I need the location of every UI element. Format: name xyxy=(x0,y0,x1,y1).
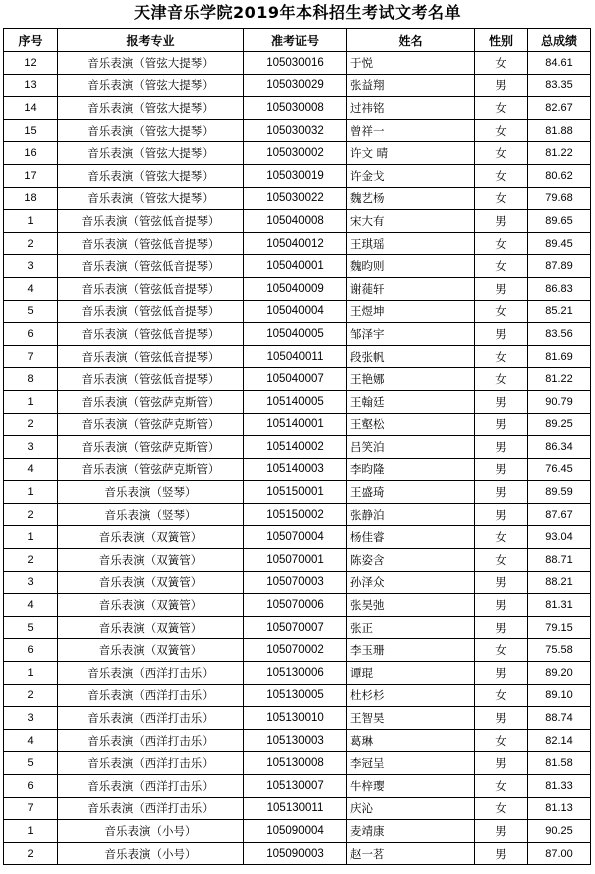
cell-major: 音乐表演（管弦大提琴） xyxy=(58,74,244,97)
table-row xyxy=(4,797,591,820)
cell-major: 音乐表演（管弦低音提琴） xyxy=(58,300,244,323)
cell-name: 王壑松 xyxy=(347,413,475,436)
cell-name: 于悦 xyxy=(347,52,475,75)
table-row xyxy=(4,707,591,730)
table-row xyxy=(4,549,591,572)
table-row xyxy=(4,74,591,97)
table-row xyxy=(4,662,591,685)
cell-name: 陈姿含 xyxy=(347,549,475,572)
cell-score: 81.88 xyxy=(528,119,591,142)
cell-gender: 男 xyxy=(475,820,528,843)
cell-major: 音乐表演（管弦萨克斯管） xyxy=(58,390,244,413)
cell-score: 81.22 xyxy=(528,368,591,391)
cell-exam-id: 105030008 xyxy=(244,97,347,120)
cell-major: 音乐表演（管弦大提琴） xyxy=(58,52,244,75)
cell-score: 79.15 xyxy=(528,616,591,639)
cell-score: 87.00 xyxy=(528,842,591,865)
cell-score: 87.67 xyxy=(528,503,591,526)
cell-major: 音乐表演（西洋打击乐） xyxy=(58,797,244,820)
cell-score: 76.45 xyxy=(528,458,591,481)
cell-seq: 6 xyxy=(4,639,58,662)
cell-seq: 1 xyxy=(4,820,58,843)
cell-name: 许文 晴 xyxy=(347,142,475,165)
cell-score: 81.69 xyxy=(528,345,591,368)
cell-name: 葛琳 xyxy=(347,729,475,752)
cell-name: 麦靖康 xyxy=(347,820,475,843)
table-row xyxy=(4,187,591,210)
table-row xyxy=(4,436,591,459)
table-row xyxy=(4,820,591,843)
cell-exam-id: 105130008 xyxy=(244,752,347,775)
cell-gender: 男 xyxy=(475,842,528,865)
cell-score: 75.58 xyxy=(528,639,591,662)
cell-gender: 男 xyxy=(475,277,528,300)
cell-seq: 2 xyxy=(4,413,58,436)
cell-seq: 4 xyxy=(4,729,58,752)
cell-exam-id: 105070003 xyxy=(244,571,347,594)
cell-score: 83.56 xyxy=(528,323,591,346)
cell-score: 86.83 xyxy=(528,277,591,300)
cell-gender: 女 xyxy=(475,345,528,368)
cell-name: 张静泊 xyxy=(347,503,475,526)
cell-seq: 17 xyxy=(4,164,58,187)
header-row xyxy=(4,29,591,52)
cell-name: 谭琨 xyxy=(347,662,475,685)
table-row xyxy=(4,390,591,413)
cell-score: 81.58 xyxy=(528,752,591,775)
cell-seq: 2 xyxy=(4,842,58,865)
cell-score: 84.61 xyxy=(528,52,591,75)
cell-exam-id: 105090004 xyxy=(244,820,347,843)
table-row xyxy=(4,164,591,187)
cell-seq: 2 xyxy=(4,232,58,255)
cell-score: 89.59 xyxy=(528,481,591,504)
cell-exam-id: 105070006 xyxy=(244,594,347,617)
cell-seq: 5 xyxy=(4,616,58,639)
cell-score: 82.14 xyxy=(528,729,591,752)
cell-gender: 女 xyxy=(475,797,528,820)
cell-major: 音乐表演（管弦低音提琴） xyxy=(58,345,244,368)
cell-major: 音乐表演（双簧管） xyxy=(58,549,244,572)
table-row xyxy=(4,503,591,526)
table-row xyxy=(4,255,591,278)
table-body xyxy=(4,52,591,865)
cell-seq: 2 xyxy=(4,503,58,526)
cell-seq: 1 xyxy=(4,210,58,233)
cell-seq: 3 xyxy=(4,436,58,459)
cell-score: 89.20 xyxy=(528,662,591,685)
column-header-major: 报考专业 xyxy=(58,29,244,52)
cell-score: 89.25 xyxy=(528,413,591,436)
table-row xyxy=(4,775,591,798)
cell-name: 王艳娜 xyxy=(347,368,475,391)
page-title: 天津音乐学院2019年本科招生考试文考名单 xyxy=(133,3,462,22)
cell-score: 88.71 xyxy=(528,549,591,572)
cell-gender: 女 xyxy=(475,526,528,549)
cell-exam-id: 105140005 xyxy=(244,390,347,413)
cell-seq: 2 xyxy=(4,684,58,707)
cell-name: 王煜坤 xyxy=(347,300,475,323)
cell-major: 音乐表演（管弦萨克斯管） xyxy=(58,458,244,481)
cell-name: 李冠呈 xyxy=(347,752,475,775)
cell-gender: 男 xyxy=(475,662,528,685)
cell-seq: 3 xyxy=(4,571,58,594)
cell-seq: 4 xyxy=(4,458,58,481)
cell-score: 81.33 xyxy=(528,775,591,798)
cell-exam-id: 105130005 xyxy=(244,684,347,707)
column-header-gender: 性别 xyxy=(475,29,528,52)
column-header-score: 总成绩 xyxy=(528,29,591,52)
cell-name: 王盛琦 xyxy=(347,481,475,504)
cell-gender: 男 xyxy=(475,571,528,594)
cell-name: 魏艺杨 xyxy=(347,187,475,210)
cell-seq: 18 xyxy=(4,187,58,210)
cell-name: 王琪瑶 xyxy=(347,232,475,255)
table-row xyxy=(4,300,591,323)
cell-exam-id: 105070007 xyxy=(244,616,347,639)
cell-seq: 7 xyxy=(4,345,58,368)
cell-name: 过祎铭 xyxy=(347,97,475,120)
cell-gender: 女 xyxy=(475,368,528,391)
table-row xyxy=(4,729,591,752)
cell-major: 音乐表演（双簧管） xyxy=(58,571,244,594)
table-row xyxy=(4,458,591,481)
cell-seq: 7 xyxy=(4,797,58,820)
cell-gender: 男 xyxy=(475,752,528,775)
cell-score: 86.34 xyxy=(528,436,591,459)
cell-gender: 男 xyxy=(475,210,528,233)
cell-score: 93.04 xyxy=(528,526,591,549)
cell-seq: 16 xyxy=(4,142,58,165)
cell-major: 音乐表演（管弦大提琴） xyxy=(58,164,244,187)
table-row xyxy=(4,639,591,662)
cell-seq: 1 xyxy=(4,662,58,685)
table-row xyxy=(4,594,591,617)
cell-major: 音乐表演（管弦低音提琴） xyxy=(58,210,244,233)
cell-seq: 1 xyxy=(4,526,58,549)
cell-exam-id: 105130010 xyxy=(244,707,347,730)
cell-score: 89.10 xyxy=(528,684,591,707)
cell-seq: 1 xyxy=(4,481,58,504)
cell-score: 88.74 xyxy=(528,707,591,730)
cell-gender: 男 xyxy=(475,503,528,526)
cell-gender: 女 xyxy=(475,684,528,707)
cell-exam-id: 105040005 xyxy=(244,323,347,346)
table-row xyxy=(4,323,591,346)
cell-name: 庆沁 xyxy=(347,797,475,820)
cell-major: 音乐表演（西洋打击乐） xyxy=(58,662,244,685)
cell-major: 音乐表演（管弦萨克斯管） xyxy=(58,413,244,436)
cell-score: 83.35 xyxy=(528,74,591,97)
table-row xyxy=(4,842,591,865)
cell-gender: 女 xyxy=(475,729,528,752)
cell-exam-id: 105030032 xyxy=(244,119,347,142)
cell-score: 85.21 xyxy=(528,300,591,323)
cell-major: 音乐表演（管弦大提琴） xyxy=(58,97,244,120)
cell-name: 曾祥一 xyxy=(347,119,475,142)
cell-exam-id: 105040004 xyxy=(244,300,347,323)
cell-exam-id: 105130006 xyxy=(244,662,347,685)
table-row xyxy=(4,368,591,391)
cell-gender: 女 xyxy=(475,255,528,278)
column-header-seq: 序号 xyxy=(4,29,58,52)
cell-gender: 男 xyxy=(475,458,528,481)
cell-exam-id: 105140002 xyxy=(244,436,347,459)
cell-exam-id: 105150002 xyxy=(244,503,347,526)
cell-gender: 女 xyxy=(475,639,528,662)
cell-score: 79.68 xyxy=(528,187,591,210)
cell-exam-id: 105030016 xyxy=(244,52,347,75)
cell-seq: 4 xyxy=(4,277,58,300)
cell-exam-id: 105030019 xyxy=(244,164,347,187)
cell-exam-id: 105130007 xyxy=(244,775,347,798)
cell-gender: 女 xyxy=(475,97,528,120)
cell-major: 音乐表演（管弦萨克斯管） xyxy=(58,436,244,459)
cell-gender: 男 xyxy=(475,390,528,413)
cell-name: 魏昀则 xyxy=(347,255,475,278)
cell-exam-id: 105130011 xyxy=(244,797,347,820)
cell-major: 音乐表演（管弦低音提琴） xyxy=(58,323,244,346)
cell-name: 牛梓璎 xyxy=(347,775,475,798)
cell-score: 89.65 xyxy=(528,210,591,233)
cell-name: 吕笑泊 xyxy=(347,436,475,459)
cell-name: 李昀隆 xyxy=(347,458,475,481)
cell-seq: 13 xyxy=(4,74,58,97)
cell-seq: 12 xyxy=(4,52,58,75)
cell-name: 张正 xyxy=(347,616,475,639)
cell-score: 89.45 xyxy=(528,232,591,255)
cell-name: 孙泽众 xyxy=(347,571,475,594)
cell-gender: 女 xyxy=(475,232,528,255)
cell-score: 80.62 xyxy=(528,164,591,187)
cell-major: 音乐表演（管弦大提琴） xyxy=(58,119,244,142)
cell-gender: 女 xyxy=(475,119,528,142)
cell-gender: 男 xyxy=(475,707,528,730)
cell-exam-id: 105040001 xyxy=(244,255,347,278)
table-row xyxy=(4,277,591,300)
cell-major: 音乐表演（双簧管） xyxy=(58,639,244,662)
cell-major: 音乐表演（双簧管） xyxy=(58,616,244,639)
cell-seq: 6 xyxy=(4,775,58,798)
cell-exam-id: 105140003 xyxy=(244,458,347,481)
table-row xyxy=(4,142,591,165)
table-row xyxy=(4,526,591,549)
cell-major: 音乐表演（竖琴） xyxy=(58,481,244,504)
admission-list-table xyxy=(3,28,591,865)
cell-seq: 1 xyxy=(4,390,58,413)
cell-major: 音乐表演（竖琴） xyxy=(58,503,244,526)
cell-gender: 女 xyxy=(475,300,528,323)
cell-major: 音乐表演（双簧管） xyxy=(58,526,244,549)
cell-seq: 3 xyxy=(4,707,58,730)
cell-name: 赵一茗 xyxy=(347,842,475,865)
table-row xyxy=(4,752,591,775)
cell-gender: 女 xyxy=(475,187,528,210)
cell-seq: 14 xyxy=(4,97,58,120)
cell-seq: 5 xyxy=(4,752,58,775)
cell-major: 音乐表演（双簧管） xyxy=(58,594,244,617)
cell-major: 音乐表演（西洋打击乐） xyxy=(58,707,244,730)
cell-score: 81.31 xyxy=(528,594,591,617)
cell-exam-id: 105040007 xyxy=(244,368,347,391)
cell-exam-id: 105140001 xyxy=(244,413,347,436)
cell-gender: 男 xyxy=(475,481,528,504)
cell-seq: 15 xyxy=(4,119,58,142)
cell-major: 音乐表演（管弦大提琴） xyxy=(58,142,244,165)
cell-gender: 男 xyxy=(475,594,528,617)
table-row xyxy=(4,210,591,233)
cell-exam-id: 105090003 xyxy=(244,842,347,865)
cell-major: 音乐表演（管弦大提琴） xyxy=(58,187,244,210)
cell-name: 王翰廷 xyxy=(347,390,475,413)
cell-exam-id: 105150001 xyxy=(244,481,347,504)
cell-major: 音乐表演（管弦低音提琴） xyxy=(58,232,244,255)
table-row xyxy=(4,413,591,436)
cell-seq: 4 xyxy=(4,594,58,617)
cell-major: 音乐表演（管弦低音提琴） xyxy=(58,368,244,391)
cell-name: 杨佳睿 xyxy=(347,526,475,549)
cell-gender: 男 xyxy=(475,436,528,459)
table-row xyxy=(4,345,591,368)
cell-name: 谢蓰轩 xyxy=(347,277,475,300)
cell-major: 音乐表演（西洋打击乐） xyxy=(58,729,244,752)
cell-name: 张益翔 xyxy=(347,74,475,97)
cell-gender: 男 xyxy=(475,323,528,346)
cell-exam-id: 105040011 xyxy=(244,345,347,368)
cell-score: 88.21 xyxy=(528,571,591,594)
cell-name: 许金戈 xyxy=(347,164,475,187)
table-row xyxy=(4,52,591,75)
cell-major: 音乐表演（管弦低音提琴） xyxy=(58,255,244,278)
cell-gender: 女 xyxy=(475,549,528,572)
column-header-exam-id: 准考证号 xyxy=(244,29,347,52)
cell-exam-id: 105070002 xyxy=(244,639,347,662)
cell-seq: 5 xyxy=(4,300,58,323)
cell-seq: 3 xyxy=(4,255,58,278)
cell-major: 音乐表演（西洋打击乐） xyxy=(58,752,244,775)
cell-exam-id: 105070001 xyxy=(244,549,347,572)
table-header xyxy=(4,29,591,52)
table-row xyxy=(4,684,591,707)
cell-exam-id: 105040008 xyxy=(244,210,347,233)
cell-score: 90.79 xyxy=(528,390,591,413)
cell-exam-id: 105040009 xyxy=(244,277,347,300)
cell-seq: 6 xyxy=(4,323,58,346)
cell-gender: 女 xyxy=(475,52,528,75)
cell-name: 段张帆 xyxy=(347,345,475,368)
cell-score: 82.67 xyxy=(528,97,591,120)
cell-major: 音乐表演（西洋打击乐） xyxy=(58,684,244,707)
cell-major: 音乐表演（小号） xyxy=(58,842,244,865)
cell-exam-id: 105030029 xyxy=(244,74,347,97)
cell-exam-id: 105070004 xyxy=(244,526,347,549)
cell-score: 90.25 xyxy=(528,820,591,843)
cell-gender: 男 xyxy=(475,74,528,97)
cell-major: 音乐表演（管弦低音提琴） xyxy=(58,277,244,300)
cell-gender: 男 xyxy=(475,616,528,639)
column-header-name: 姓名 xyxy=(347,29,475,52)
cell-seq: 8 xyxy=(4,368,58,391)
cell-gender: 女 xyxy=(475,142,528,165)
cell-score: 81.13 xyxy=(528,797,591,820)
table-row xyxy=(4,481,591,504)
cell-name: 王智昊 xyxy=(347,707,475,730)
table-row xyxy=(4,571,591,594)
cell-name: 杜杉杉 xyxy=(347,684,475,707)
cell-gender: 女 xyxy=(475,775,528,798)
cell-major: 音乐表演（小号） xyxy=(58,820,244,843)
table-row xyxy=(4,97,591,120)
table-row xyxy=(4,616,591,639)
cell-score: 87.89 xyxy=(528,255,591,278)
cell-exam-id: 105040012 xyxy=(244,232,347,255)
cell-name: 张昊弛 xyxy=(347,594,475,617)
cell-name: 李玉珊 xyxy=(347,639,475,662)
cell-name: 宋大有 xyxy=(347,210,475,233)
cell-score: 81.22 xyxy=(528,142,591,165)
table-row xyxy=(4,232,591,255)
cell-exam-id: 105030022 xyxy=(244,187,347,210)
cell-seq: 2 xyxy=(4,549,58,572)
cell-major: 音乐表演（西洋打击乐） xyxy=(58,775,244,798)
cell-gender: 女 xyxy=(475,164,528,187)
table-row xyxy=(4,119,591,142)
cell-gender: 男 xyxy=(475,413,528,436)
cell-name: 邹泽宇 xyxy=(347,323,475,346)
cell-exam-id: 105030002 xyxy=(244,142,347,165)
cell-exam-id: 105130003 xyxy=(244,729,347,752)
